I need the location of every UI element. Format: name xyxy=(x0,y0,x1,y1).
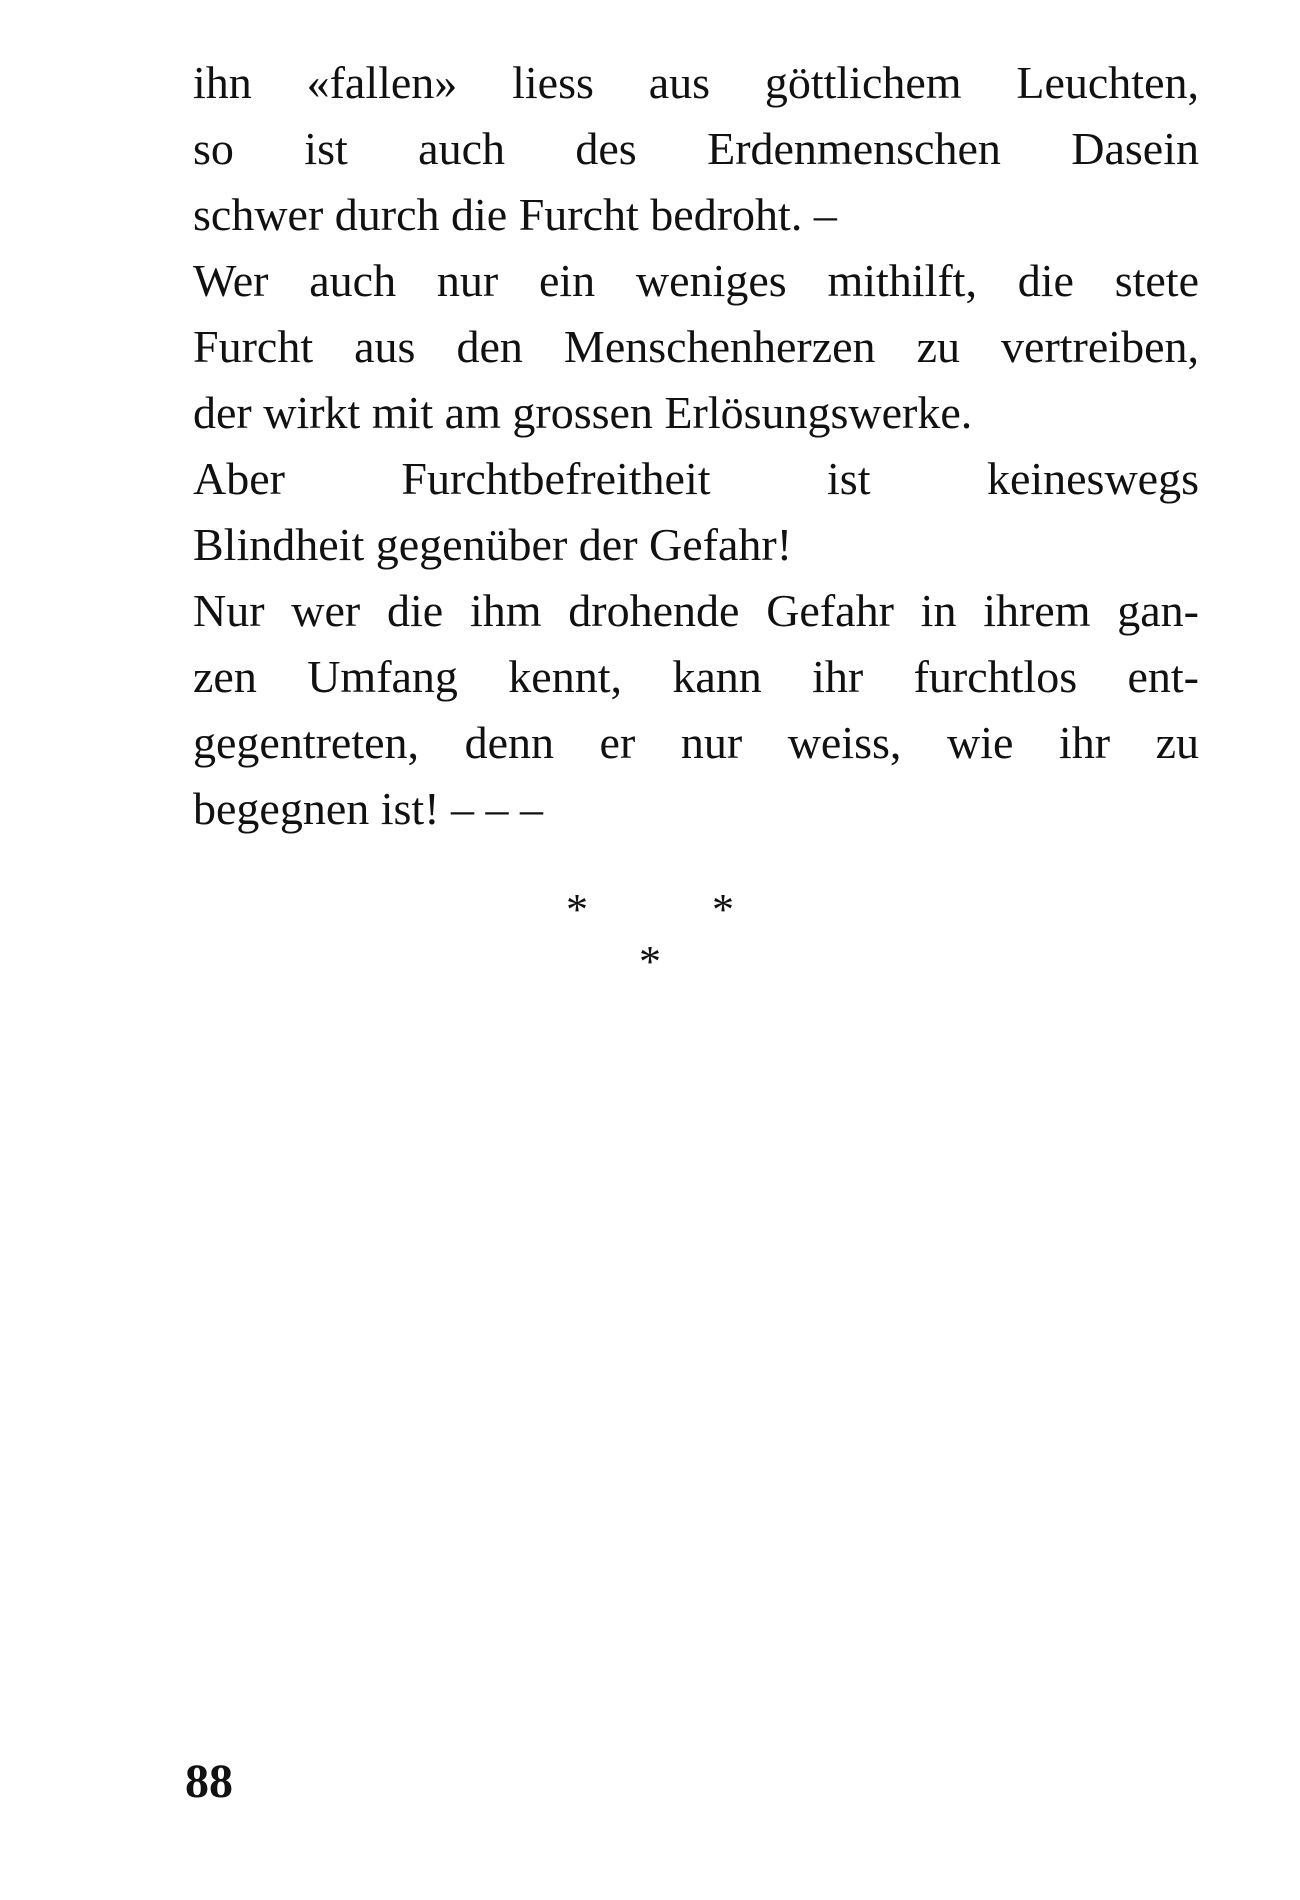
asterisk-left: * xyxy=(566,885,588,934)
text-line-5: Furcht aus den Menschenherzen zu vertreiben, xyxy=(193,321,1199,372)
asterisk-center: * xyxy=(639,937,661,986)
section-break-ornament-bottom xyxy=(0,937,1300,986)
text-line-11: gegentreten, denn er nur weiss, wie ihr zu xyxy=(193,717,1199,768)
text-line-2: so ist auch des Erdenmenschen Dasein xyxy=(193,123,1199,174)
section-break-ornament-top xyxy=(0,885,1300,934)
text-line-7: Aber Furchtbefreitheit ist keineswegs xyxy=(193,453,1199,504)
text-line-1: ihn «fallen» liess aus göttlichem Leuchten, xyxy=(193,57,1199,108)
asterisk-right: * xyxy=(712,885,734,934)
text-line-12: begegnen ist! – – – xyxy=(193,783,544,834)
text-line-3: schwer durch die Furcht bedroht. – xyxy=(193,189,837,240)
page-number: 88 xyxy=(185,1755,233,1808)
body-text xyxy=(193,50,1199,842)
text-line-9: Nur wer die ihm drohende Gefahr in ihrem gan- xyxy=(193,585,1199,636)
text-line-4: Wer auch nur ein weniges mithilft, die stete xyxy=(193,255,1199,306)
text-line-10: zen Umfang kennt, kann ihr furchtlos ent- xyxy=(193,651,1199,702)
text-line-8: Blindheit gegenüber der Gefahr! xyxy=(193,519,793,570)
text-line-6: der wirkt mit am grossen Erlösungswerke. xyxy=(193,387,973,438)
